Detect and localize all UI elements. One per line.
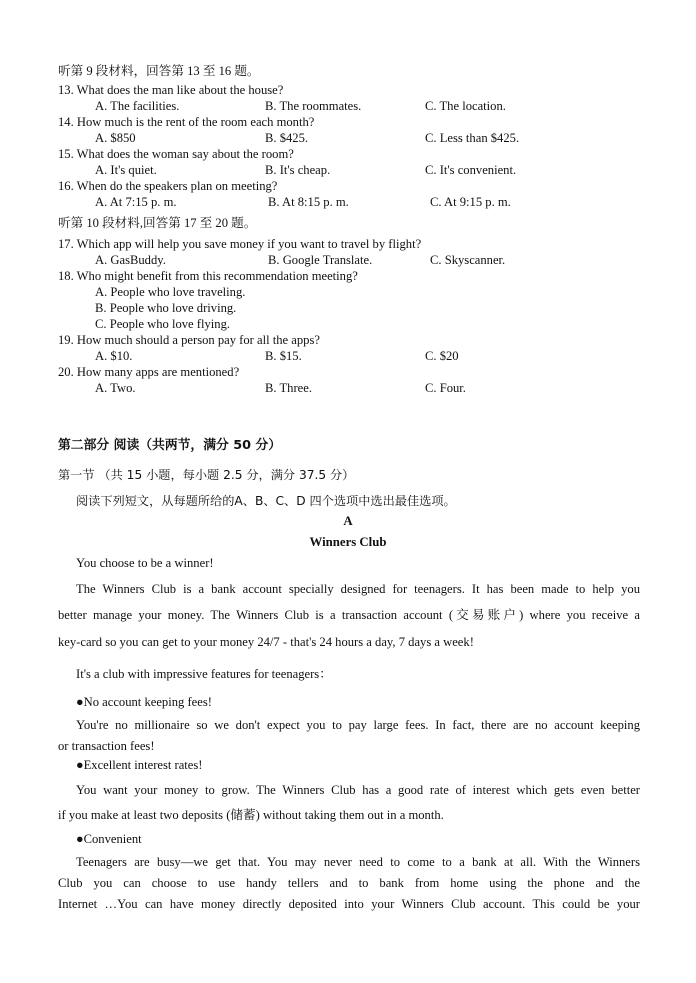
intro-line: You choose to be a winner! bbox=[76, 556, 214, 570]
q14-option-c: C. Less than $425. bbox=[425, 131, 520, 145]
paragraph-fees-line-1: You're no millionaire so we don't expect you to pay large fees. In fact, there are no account keeping bbox=[76, 718, 640, 732]
q13-option-b: B. The roommates. bbox=[265, 99, 362, 113]
question-15: 15. What does the woman say about the room? bbox=[58, 147, 294, 161]
bullet-no-fees: ●No account keeping fees! bbox=[76, 695, 212, 709]
q13-option-a: A. The facilities. bbox=[95, 99, 180, 113]
q19-option-b: B. $15. bbox=[265, 349, 302, 363]
q18-option-c: C. People who love flying. bbox=[95, 317, 231, 331]
q15-option-c: C. It's convenient. bbox=[425, 163, 517, 177]
paragraph-fees-line-2: or transaction fees! bbox=[58, 739, 155, 753]
q14-option-a: A. $850 bbox=[95, 131, 136, 145]
paragraph-convenient-line-3: Internet …You can have money directly deposited into your Winners Club account. This could be your bbox=[58, 897, 640, 911]
paragraph-1-line-3: key-card so you can get to your money 24/7 - that's 24 hours a day, 7 days a week! bbox=[58, 635, 474, 649]
q17-option-a: A. GasBuddy. bbox=[95, 253, 166, 267]
features-intro: It's a club with impressive features for teenagers： bbox=[76, 667, 332, 681]
section9-header: 听第 9 段材料，回答第 13 至 16 题。 bbox=[58, 64, 260, 78]
paragraph-1-line-2: better manage your money. The Winners Club is a transaction account (交易账户) where you receive a bbox=[58, 608, 640, 622]
paragraph-convenient-line-2: Club you can choose to use handy tellers and to bank from home using the phone and the bbox=[58, 876, 640, 890]
q20-option-b: B. Three. bbox=[265, 381, 312, 395]
question-19: 19. How much should a person pay for all the apps? bbox=[58, 333, 320, 347]
passage-letter: A bbox=[343, 514, 353, 528]
q17-option-c: C. Skyscanner. bbox=[430, 253, 506, 267]
bullet-interest: ●Excellent interest rates! bbox=[76, 758, 203, 772]
q15-option-a: A. It's quiet. bbox=[95, 163, 157, 177]
q18-option-b: B. People who love driving. bbox=[95, 301, 237, 315]
section10-header: 听第 10 段材料,回答第 17 至 20 题。 bbox=[58, 216, 257, 230]
q13-option-c: C. The location. bbox=[425, 99, 506, 113]
paragraph-convenient bbox=[58, 852, 640, 915]
q16-option-c: C. At 9:15 p. m. bbox=[430, 195, 511, 209]
part-title: 第二部分 阅读（共两节，满分 50 分） bbox=[58, 438, 282, 453]
question-17: 17. Which app will help you save money if you want to travel by flight? bbox=[58, 237, 422, 251]
paragraph-fees bbox=[58, 715, 640, 757]
q14-option-b: B. $425. bbox=[265, 131, 309, 145]
question-13: 13. What does the man like about the house? bbox=[58, 83, 284, 97]
q20-option-a: A. Two. bbox=[95, 381, 136, 395]
q19-option-a: A. $10. bbox=[95, 349, 133, 363]
question-16: 16. When do the speakers plan on meeting? bbox=[58, 179, 278, 193]
bullet-convenient: ●Convenient bbox=[76, 832, 142, 846]
question-14: 14. How much is the rent of the room each month? bbox=[58, 115, 315, 129]
paragraph-1-line-1: The Winners Club is a bank account specially designed for teenagers. It has been made to help you bbox=[76, 582, 640, 596]
paragraph-convenient-line-1: Teenagers are busy—we get that. You may never need to come to a bank at all. With the Winners bbox=[76, 855, 640, 869]
section-title: 第一节 （共 15 小题，每小题 2.5 分，满分 37.5 分） bbox=[58, 468, 355, 482]
paragraph-interest-line-2: if you make at least two deposits (储蓄) without taking them out in a month. bbox=[58, 808, 444, 822]
paragraph-interest-line-1: You want your money to grow. The Winners Club has a good rate of interest which gets even better bbox=[76, 783, 640, 797]
q18-option-a: A. People who love traveling. bbox=[95, 285, 246, 299]
question-18: 18. Who might benefit from this recommendation meeting? bbox=[58, 269, 358, 283]
paragraph-1 bbox=[58, 576, 640, 628]
paragraph-interest bbox=[58, 778, 640, 828]
question-20: 20. How many apps are mentioned? bbox=[58, 365, 240, 379]
instruction: 阅读下列短文，从每题所给的A、B、C、D 四个选项中选出最佳选项。 bbox=[76, 494, 456, 508]
q19-option-c: C. $20 bbox=[425, 349, 459, 363]
q16-option-b: B. At 8:15 p. m. bbox=[268, 195, 349, 209]
q20-option-c: C. Four. bbox=[425, 381, 466, 395]
q16-option-a: A. At 7:15 p. m. bbox=[95, 195, 177, 209]
q17-option-b: B. Google Translate. bbox=[268, 253, 373, 267]
q15-option-b: B. It's cheap. bbox=[265, 163, 331, 177]
passage-title: Winners Club bbox=[309, 535, 387, 549]
